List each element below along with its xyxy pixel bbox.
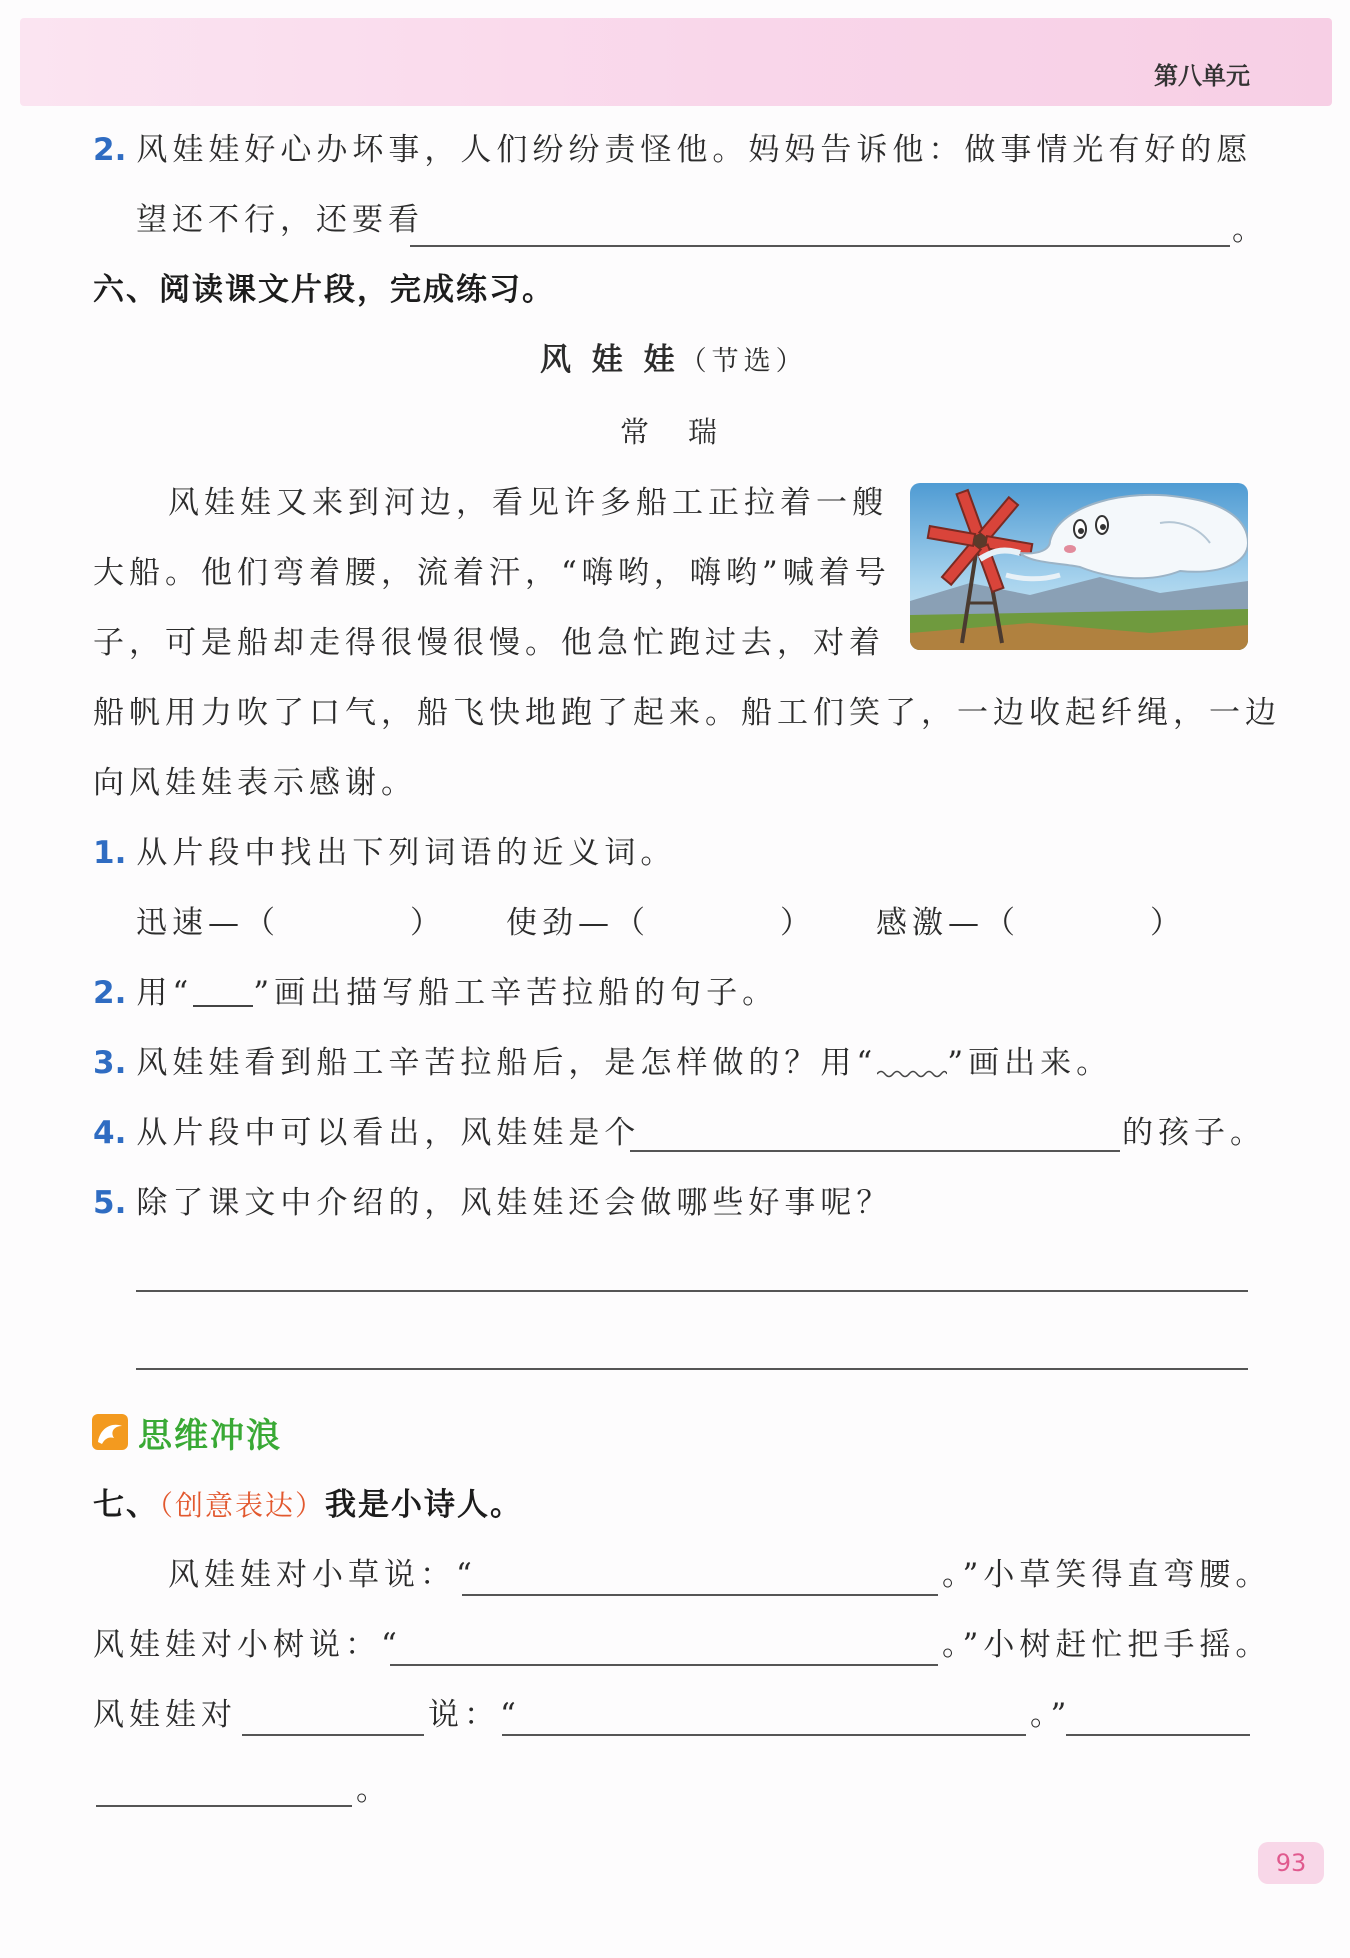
question-4: 4. 从片段中可以看出，风娃娃是个 [93,1115,641,1151]
question-4-suffix: 的孩子。 [1122,1115,1266,1151]
prev-question-2-line1: 2. 风娃娃好心办坏事，人们纷纷责怪他。妈妈告诉他：做事情光有好的愿 [93,132,1253,168]
windmill-illustration [910,483,1248,650]
question-3: 3. 风娃娃看到船工辛苦拉船后，是怎样做的？用“ ”画出来。 [93,1045,1113,1081]
poem-line-3-prefix: 风娃娃对 [93,1697,237,1733]
poem-line-2-prefix: 风娃娃对小树说：“ [93,1627,402,1663]
passage-line: 子，可是船却走得很慢很慢。他急忙跑过去，对着 [93,625,885,661]
question-2: 2. 用“ ”画出描写船工辛苦拉船的句子。 [93,975,779,1011]
passage-title: 风 娃 娃（节选） [540,342,808,378]
synonym-close: ） [1150,905,1186,941]
page-number: 93 [1258,1842,1324,1884]
answer-line[interactable] [136,1368,1248,1370]
answer-blank[interactable] [410,245,1230,247]
answer-blank[interactable] [242,1734,424,1736]
answer-blank[interactable] [630,1150,1120,1152]
poem-line-4-end: 。 [356,1772,392,1808]
header-band [20,18,1332,106]
section-6-title: 六、阅读课文片段，完成练习。 [93,272,555,308]
question-1: 1. 从片段中找出下列词语的近义词。 [93,835,677,871]
synonym-item: 迅速—（ [136,905,280,941]
answer-line[interactable] [136,1290,1248,1292]
answer-blank[interactable] [390,1664,938,1666]
question-5: 5. 除了课文中介绍的，风娃娃还会做哪些好事呢？ [93,1185,893,1221]
poem-line-1-prefix: 风娃娃对小草说：“ [168,1557,477,1593]
section-7-title: 七、（创意表达）我是小诗人。 [93,1487,524,1523]
answer-blank[interactable] [462,1594,938,1596]
poem-line-1-suffix: 。”小草笑得直弯腰。 [942,1557,1272,1593]
wavy-line-mark [877,1069,947,1079]
line-end-period: 。 [1232,212,1268,248]
answer-blank[interactable] [96,1805,352,1807]
thinking-section-title: 思维冲浪 [138,1416,282,1456]
passage-author: 常 瑞 [620,415,723,449]
poem-line-3-mid: 说：“ [428,1697,521,1733]
thinking-wave-icon [92,1414,128,1450]
prev-question-2-line2: 望还不行，还要看 [136,202,424,238]
synonym-item: 感激—（ [876,905,1020,941]
answer-blank[interactable] [1066,1734,1250,1736]
synonym-close: ） [780,905,816,941]
unit-label: 第八单元 [1154,62,1250,90]
passage-line: 大船。他们弯着腰，流着汗，“嗨哟，嗨哟”喊着号 [93,555,891,591]
creative-tag: （创意表达） [159,1489,326,1522]
answer-blank[interactable] [502,1734,1026,1736]
synonym-close: ） [410,905,446,941]
poem-line-3-suffix: 。” [1030,1697,1072,1733]
synonym-item: 使劲—（ [506,905,650,941]
question-number: 2. [93,132,127,168]
passage-line: 向风娃娃表示感谢。 [93,765,417,801]
passage-line: 船帆用力吹了口气，船飞快地跑了起来。船工们笑了，一边收起纤绳，一边 [93,695,1281,731]
poem-line-2-suffix: 。”小树赶忙把手摇。 [942,1627,1272,1663]
passage-line: 风娃娃又来到河边，看见许多船工正拉着一艘 [168,485,888,521]
straight-line-mark [193,977,253,1007]
